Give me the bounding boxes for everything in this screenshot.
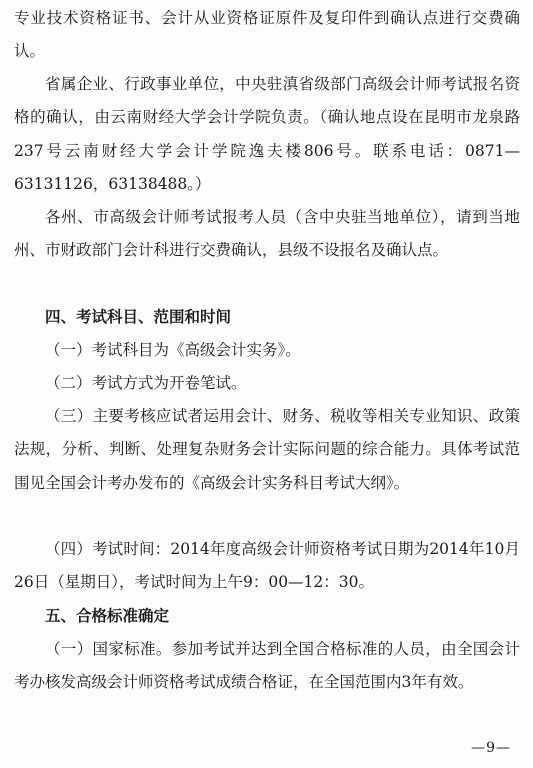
paragraph-exam-format: （二）考试方式为开卷笔试。 xyxy=(45,374,247,392)
paragraph-national-standard: （一）国家标准。参加考试并达到全国合格标准的人员，由全国会计考办核发高级会计师资格考试成绩合格证，在全国范围内3年有效。 xyxy=(14,640,520,692)
paragraph-submission-confirmation: 专业技术资格证书、会计从业资格证原件及复印件到确认点进行交费确认。 xyxy=(14,9,520,61)
paragraph-exam-subject: （一）考试科目为《高级会计实务》。 xyxy=(45,341,301,359)
page-number: —9— xyxy=(471,740,511,756)
paragraph-prefecture-applicants: 各州、市高级会计师考试报考人员（含中央驻当地单位），请到当地州、市财政部门会计科进行交费确认，县级不设报名及确认点。 xyxy=(14,208,520,260)
section-heading-exam-subjects: 四、考试科目、范围和时间 xyxy=(45,308,232,326)
paragraph-provincial-units: 省属企业、行政事业单位，中央驻滇省级部门高级会计师考试报名资格的确认，由云南财经大学会计学院负责。（确认地点设在昆明市龙泉路237号云南财经大学会计学院逸夫楼806号。联系电话：0871—63131126，63138488。） xyxy=(14,75,520,193)
section-heading-pass-standard: 五、合格标准确定 xyxy=(45,607,170,625)
paragraph-exam-scope: （三）主要考核应试者运用会计、财务、税收等相关专业知识、政策法规，分析、判断、处理复杂财务会计实际问题的综合能力。具体考试范围见全国会计考办发布的《高级会计实务科目考试大纲》。 xyxy=(14,407,520,492)
paragraph-exam-time: （四）考试时间：2014年度高级会计师资格考试日期为2014年10月26日（星期日），考试时间为上午9：00—12：30。 xyxy=(14,540,520,592)
